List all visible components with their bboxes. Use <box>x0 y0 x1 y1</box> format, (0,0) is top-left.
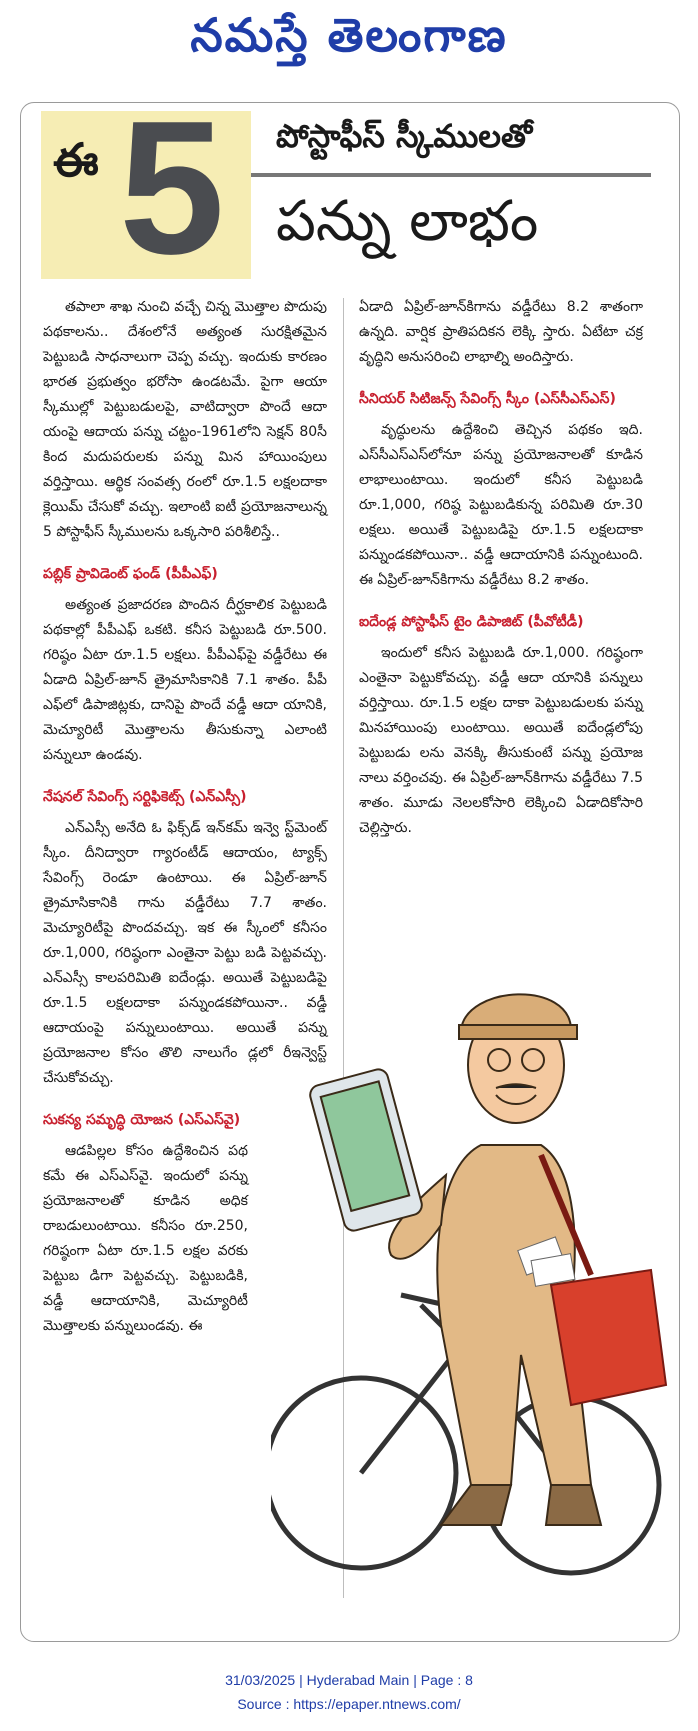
section-body-nsc: ఎన్ఎస్సీ అనేది ఓ ఫిక్స్‌డ్ ఇన్‌కమ్ ఇన్వె స్ట్‌మెంట్ స్కీం. దీనిద్వారా గ్యారంటీడ్ ఆదాయం, ట్యాక్స్ సేవింగ్స్ రెండూ ఉంటాయి. ఈ ఏప్రిల్-జూన్ త్రైమాసికానికి గాను వడ్డీరేటు 7.7 శాతం. మెచ్యూరిటీపై పొందవచ్చు. ఇక ఈ స్కీంలో కనీసం రూ.1,000, గరిష్ఠంగా ఎంతైనా పెట్టు బడి పెట్టవచ్చు. ఎన్ఎస్సీ కాలపరిమితి ఐదేండ్లు. అయితే పెట్టుబడిపై రూ.1.5 లక్షలదాకా పన్నుండకపోయినా.. వడ్డీ ఆదాయంపై పన్నులుంటాయి. అయితే పన్ను ప్రయోజనాల కోసం తొలి నాలుగేం డ్లలో రీఇన్వెస్ట్ చేసుకోవచ్చు. <box>43 820 327 1086</box>
newspaper-logo: నమస్తే తెలంగాణ <box>190 8 508 62</box>
postman-illustration <box>271 925 679 1641</box>
section-body-ssy: ఆడపిల్లల కోసం ఉద్దేశించిన పథ కమే ఈ ఎస్ఎస్‌వై. ఇందులో పన్ను ప్రయోజనాలతో కూడిన అధిక రాబడులుంటాయి. కనీసం రూ.250, గరిష్ఠంగా ఏటా రూ.1.5 లక్షల వరకు పెట్టుబ డిగా పెట్టవచ్చు. పెట్టుబడికి, వడ్డీ ఆదాయానికి, మెచ్యూరిటీ మొత్తాలకు పన్నులుండవు. ఈ <box>43 1143 248 1334</box>
headline-line1: పోస్టాఫీస్ స్కీములతో <box>276 117 533 155</box>
headline-line2: పన్ను లాభం <box>276 189 539 254</box>
section-body-ppf: అత్యంత ప్రజాదరణ పొందిన దీర్ఘకాలిక పెట్టుబడి పథకాల్లో పీపీఎఫ్ ఒకటి. కనీస పెట్టుబడి రూ.500. గరిష్ఠం ఏటా రూ.1.5 లక్షలు. పీపీఎఫ్‌పై వడ్డీరేటు ఈ ఏడాది ఏప్రిల్-జూన్ త్రైమాసికానికి 7.1 శాతం. పీపీ ఎఫ్‌లో డిపాజిట్లకు, దానిపై పొందే వడ్డీ ఆదా యానికి, మెచ్యూరిటీ మొత్తాలను తీసుకున్నా ఎలాంటి పన్నులూ ఉండవు. <box>43 597 327 763</box>
section-body-scss: వృద్ధులను ఉద్దేశించి తెచ్చిన పథకం ఇది. ఎస్‌సీఎస్ఎస్‌లోనూ పన్ను ప్రయోజనాలతో కూడిన లాభాలుంటాయి. ఇందులో కనీస పెట్టుబడి రూ.1,000, గరిష్ఠ పెట్టుబడికున్న పరిమితి రూ.30 లక్షలు. అయితే పెట్టుబడిపై రూ.1.5 లక్షలదాకా పన్నుండకపోయినా.. వడ్డీ ఆదాయానికి పన్నుంటుంది. ఈ ఏప్రిల్-జూన్‌కిగాను వడ్డీరేటు 8.2 శాతం. <box>359 422 643 588</box>
headline-number-box <box>41 102 251 294</box>
section-heading-scss: సీనియర్ సిటిజన్స్ సేవింగ్స్ స్కీం (ఎస్‌సీఎస్ఎస్) <box>359 391 616 407</box>
footer-date-edition: 31/03/2025 | Hyderabad Main | Page : 8 <box>225 1672 473 1688</box>
section-body-potd: ఇందులో కనీస పెట్టుబడి రూ.1,000. గరిష్ఠంగా ఎంతైనా పెట్టుకోవచ్చు. వడ్డీ ఆదా యానికి పన్నులు వర్తిస్తాయి. రూ.1.5 లక్షల దాకా పెట్టుబడులకు పన్ను మినహాయింపు లుంటాయి. అయితే ఐదేండ్లలోపు పెట్టుబడు లను వెనక్కి తీసుకుంటే పన్ను ప్రయోజ నాలు వర్తించవు. ఈ ఏప్రిల్-జూన్‌కిగాను వడ్డీరేటు 7.5 శాతం. మూడు నెలలకోసారి లెక్కించి ఏడాదికోసారి చెల్లిస్తారు. <box>359 645 643 836</box>
headline-number: 5 <box>119 102 225 294</box>
section-heading-ssy: సుకన్య సమృద్ధి యోజన (ఎస్ఎస్‌వై) <box>43 1112 241 1128</box>
headline-block <box>21 102 679 294</box>
footer-source: Source : https://epaper.ntnews.com/ <box>237 1696 461 1712</box>
headline-prefix: ఈ <box>53 133 99 187</box>
section-continuation-ssy: ఏడాది ఏప్రిల్-జూన్‌కిగాను వడ్డీరేటు 8.2 శాతంగా ఉన్నది. వార్షిక ప్రాతిపదికన లెక్కి స్తారు. ఏటేటా చక్ర వృద్ధిని అనుసరించి లాభాల్ని అందిస్తారు. <box>359 299 643 365</box>
right-column <box>359 295 643 841</box>
section-heading-nsc: నేషనల్ సేవింగ్స్ సర్టిఫికెట్స్ (ఎన్ఎస్సీ) <box>43 789 247 805</box>
section-heading-ppf: పబ్లిక్ ప్రావిడెంట్ ఫండ్ (పీపీఎఫ్) <box>43 566 218 582</box>
section-heading-potd: ఐదేండ్ల పోస్టాఫీస్ టైం డిపాజిట్ (పీవోటీడీ) <box>359 614 584 630</box>
headline-rule <box>251 173 651 177</box>
masthead <box>0 0 698 82</box>
intro-paragraph: తపాలా శాఖ నుంచి వచ్చే చిన్న మొత్తాల పొదుపు పథకాలను.. దేశంలోనే అత్యంత సురక్షితమైన పెట్టుబడి సాధనాలుగా చెప్ప వచ్చు. ఇందుకు కారణం భారత ప్రభుత్వం భరోసా ఉండటమే. పైగా ఆయా స్కీముల్లో పెట్టుబడులపై, వాటిద్వారా పొందే ఆదా యంపై ఆదాయ పన్ను చట్టం-1961లోని సెక్షన్ 80సీ కింద మదుపరులకు పన్ను మిన హాయింపులు వర్తిస్తాయి. ఆర్థిక సంవత్స రంలో రూ.1.5 లక్షలదాకా క్లెయిమ్ చేసుకో వచ్చు. ఇలాంటి ఐటీ ప్రయోజనాలున్న 5 పోస్టాఫీస్ స్కీములను ఒక్కసారి పరిశీలిస్తే.. <box>43 299 327 540</box>
news-clipping <box>20 102 680 1642</box>
